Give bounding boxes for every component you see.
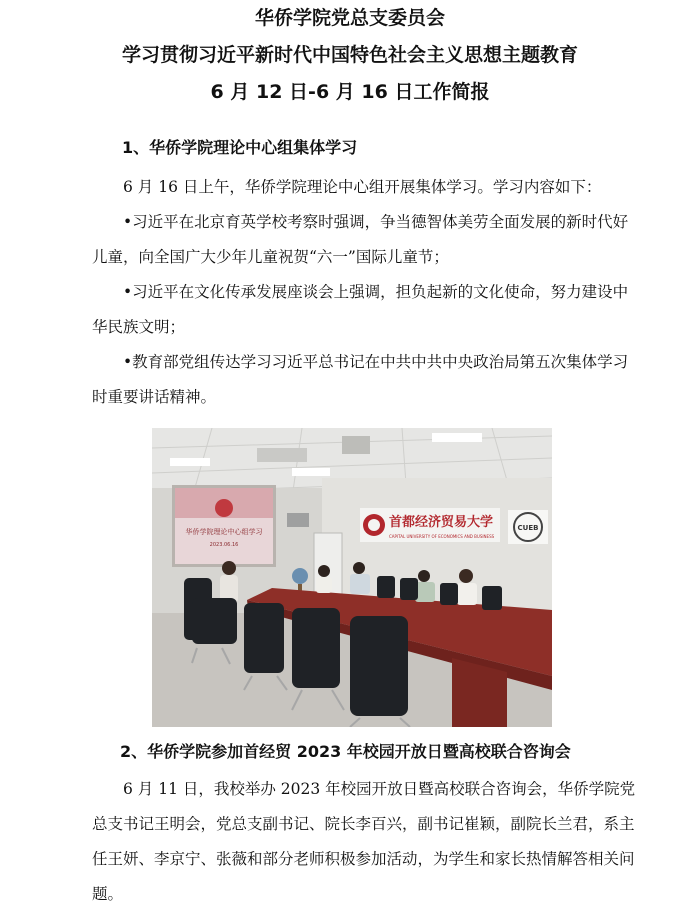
section-1-bullet-1: •习近平在北京育英学校考察时强调，争当德智体美劳全面发展的新时代好儿童，向全国广大少年儿童祝贺“六一”国际儿童节；	[92, 213, 629, 266]
wall-sign-chinese: 首都经济贸易大学	[389, 515, 494, 530]
section-2-heading: 2、华侨学院参加首经贸 2023 年校园开放日暨高校联合咨询会	[120, 742, 571, 761]
doc-title-line-1: 华侨学院党总支委员会	[254, 7, 445, 29]
section-1-intro: 6 月 16 日上午，华侨学院理论中心组开展集体学习。学习内容如下：	[123, 178, 602, 196]
section-1-bullet-3: •教育部党组传达学习习近平总书记在中共中共中央政治局第五次集体学习时重要讲话精神。	[92, 353, 629, 406]
wall-logo: CUEB	[517, 524, 539, 532]
section-1-heading: 1、华侨学院理论中心组集体学习	[122, 138, 358, 157]
wall-sign-english: CAPITAL UNIVERSITY OF ECONOMICS AND BUSINESS	[389, 534, 495, 539]
screen-title: 华侨学院理论中心组学习	[185, 528, 263, 536]
screen-date: 2023.06.16	[209, 542, 239, 548]
doc-title-line-2: 学习贯彻习近平新时代中国特色社会主义思想主题教育	[121, 44, 578, 66]
section-1-bullet-2: •习近平在文化传承发展座谈会上强调，担负起新的文化使命，努力建设中华民族文明；	[92, 283, 629, 336]
section-2-body: 6 月 11 日，我校举办 2023 年校园开放日暨高校联合咨询会，华侨学院党总支书记王明会，党总支副书记、院长李百兴，副书记崔颖，副院长兰君，系主任王妍、李京宁、张薇和部分老师积极参加活动，为学生和家长热情解答相关问题。	[92, 780, 636, 903]
doc-title-line-3: 6 月 12 日-6 月 16 日工作简报	[210, 81, 490, 103]
meeting-photo	[152, 428, 552, 727]
